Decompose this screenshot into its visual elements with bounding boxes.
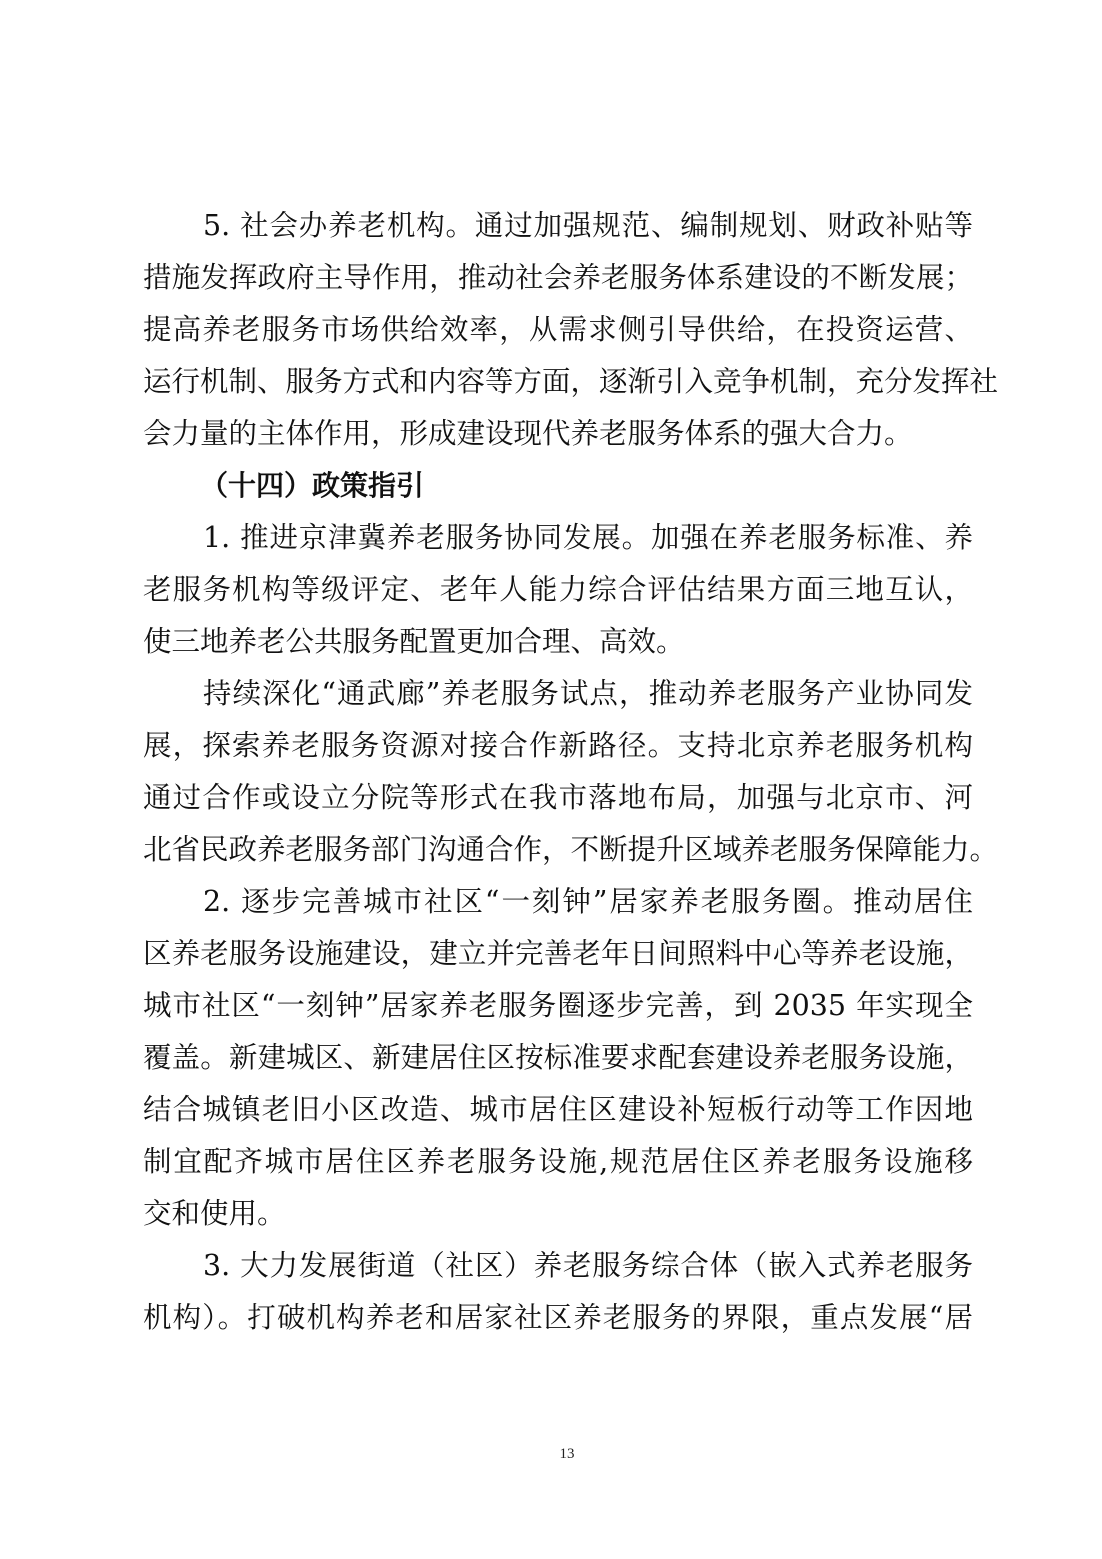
- paragraph-1-line-3: 使三地养老公共服务配置更加合理、高效。: [143, 625, 685, 658]
- paragraph-1b-line-4: 北省民政养老服务部门沟通合作，不断提升区域养老服务保障能力。: [143, 833, 999, 866]
- paragraph-2-line-7: 交和使用。: [143, 1197, 286, 1230]
- paragraph-1b-line-1: 持续深化“通武廊”养老服务试点，推动养老服务产业协同发: [203, 677, 973, 710]
- paragraph-2-line-2: 区养老服务设施建设，建立并完善老年日间照料中心等养老设施，: [143, 937, 973, 970]
- paragraph-2-line-6: 制宜配齐城市居住区养老服务设施,规范居住区养老服务设施移: [143, 1145, 973, 1178]
- paragraph-1-line-2: 老服务机构等级评定、老年人能力综合评估结果方面三地互认，: [143, 573, 973, 606]
- paragraph-1-line-1: 1. 推进京津冀养老服务协同发展。加强在养老服务标准、养: [203, 521, 973, 554]
- paragraph-5-line-1: 5. 社会办养老机构。通过加强规范、编制规划、财政补贴等: [203, 209, 973, 242]
- paragraph-5-line-4: 运行机制、服务方式和内容等方面，逐渐引入竞争机制，充分发挥社: [143, 365, 999, 398]
- paragraph-3-line-2: 机构）。打破机构养老和居家社区养老服务的界限，重点发展“居: [143, 1301, 973, 1334]
- page-number: 13: [559, 1446, 575, 1462]
- paragraph-5-line-2: 措施发挥政府主导作用，推动社会养老服务体系建设的不断发展；: [143, 261, 973, 294]
- paragraph-1b-line-2: 展，探索养老服务资源对接合作新路径。支持北京养老服务机构: [143, 729, 973, 762]
- section-heading: （十四）政策指引: [200, 469, 425, 502]
- paragraph-1b-line-3: 通过合作或设立分院等形式在我市落地布局，加强与北京市、河: [143, 781, 973, 814]
- paragraph-2-line-5: 结合城镇老旧小区改造、城市居住区建设补短板行动等工作因地: [143, 1093, 973, 1126]
- paragraph-2-line-4: 覆盖。新建城区、新建居住区按标准要求配套建设养老服务设施，: [143, 1041, 973, 1074]
- paragraph-2-line-1: 2. 逐步完善城市社区“一刻钟”居家养老服务圈。推动居住: [203, 885, 973, 918]
- paragraph-5-line-3: 提高养老服务市场供给效率，从需求侧引导供给，在投资运营、: [143, 313, 973, 346]
- paragraph-2-line-3: 城市社区“一刻钟”居家养老服务圈逐步完善，到 2035 年实现全: [143, 989, 973, 1022]
- paragraph-5-line-5: 会力量的主体作用，形成建设现代养老服务体系的强大合力。: [143, 417, 913, 450]
- paragraph-3-line-1: 3. 大力发展街道（社区）养老服务综合体（嵌入式养老服务: [203, 1249, 973, 1282]
